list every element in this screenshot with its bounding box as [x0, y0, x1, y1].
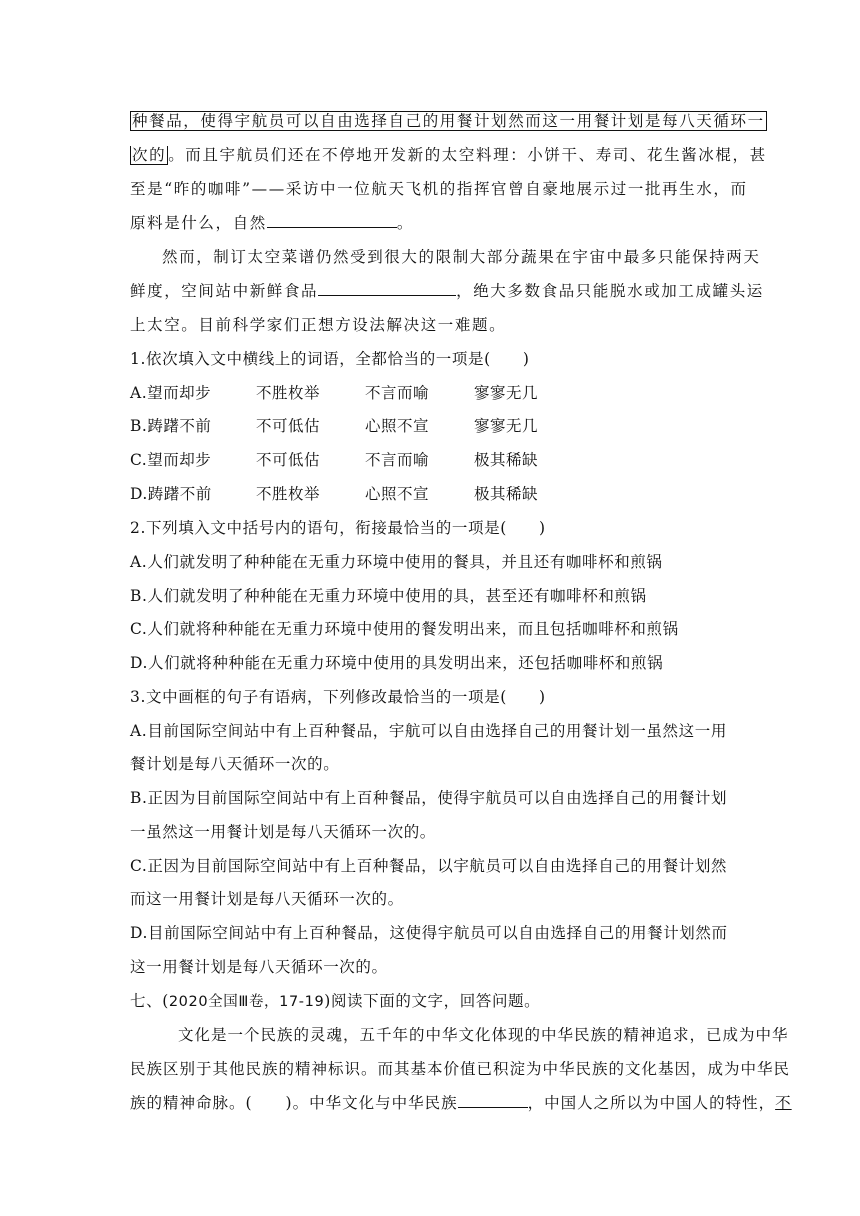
- option-word: 不言而喻: [365, 451, 430, 469]
- section-heading-suffix: )阅读下面的文字，回答问题。: [324, 992, 541, 1010]
- option-text: C.正因为目前国际空间站中有上百种餐品，以宇航员可以自由选择自己的用餐计划然: [130, 857, 728, 875]
- question-stem: 1.依次填入文中横线上的词语，全都恰当的一项是( ): [130, 350, 530, 368]
- option-label: C.望而却步: [130, 451, 212, 469]
- option-word: 心照不宣: [365, 485, 430, 503]
- option-text: C.人们就将种种能在无重力环境中使用的餐发明出来，而且包括咖啡杯和煎锅: [130, 620, 679, 638]
- passage-text: 。: [396, 214, 414, 232]
- option-label: A.望而却步: [130, 384, 212, 402]
- option-text: A.目前国际空间站中有上百种餐品，宇航可以自由选择自己的用餐计划一虽然这一用: [130, 722, 727, 740]
- option-text: D.目前国际空间站中有上百种餐品，这使得宇航员可以自由选择自己的用餐计划然而: [130, 924, 728, 942]
- passage-line: [130, 110, 767, 132]
- option-text: B.人们就发明了种种能在无重力环境中使用的具，甚至还有咖啡杯和煎锅: [130, 587, 647, 605]
- passage-line: [130, 212, 414, 234]
- option-word: 不可低估: [256, 451, 321, 469]
- question-stem: 3.文中画框的句子有语病，下列修改最恰当的一项是( ): [130, 688, 546, 706]
- option-label: D.踌躇不前: [130, 485, 212, 503]
- boxed-sentence: 种餐品，使得宇航员可以自由选择自己的用餐计划然而这一用餐计划是每八天循环一: [132, 112, 765, 130]
- section-heading-prefix: 七、(: [130, 992, 169, 1010]
- option-text: B.正因为目前国际空间站中有上百种餐品，使得宇航员可以自由选择自己的用餐计划: [130, 789, 728, 807]
- passage-line: [130, 280, 764, 302]
- question-stem: 2.下列填入文中括号内的语句，衔接最恰当的一项是( ): [130, 519, 546, 537]
- option-word: 不胜枚举: [256, 485, 321, 503]
- option-word: 寥寥无几: [474, 384, 539, 402]
- fill-blank: [318, 281, 456, 296]
- passage-line: 上太空。目前科学家们正想方设法解决这一难题。: [130, 316, 507, 334]
- section-source: 2020全国Ⅲ卷，17-19: [168, 994, 325, 1010]
- option-text: 餐计划是每八天循环一次的。: [130, 755, 340, 773]
- fill-blank: [458, 1093, 528, 1108]
- option-word: 极其稀缺: [474, 485, 539, 503]
- option-word: 寥寥无几: [474, 417, 539, 435]
- passage-text: 。而且宇航员们还在不停地开发新的太空料理：小饼干、寿司、花生酱冰棍，甚: [168, 146, 767, 164]
- passage-line: [130, 1092, 792, 1114]
- passage-text: ，中国人之所以为中国人的特性，: [527, 1094, 776, 1112]
- passage-line: 文化是一个民族的灵魂，五千年的中华文化体现的中华民族的精神追求，已成为中华: [178, 1026, 789, 1044]
- option-text: A.人们就发明了种种能在无重力环境中使用的餐具，并且还有咖啡杯和煎锅: [130, 553, 663, 571]
- option-word: 不可低估: [256, 417, 321, 435]
- passage-text: 原料是什么，自然: [130, 214, 267, 232]
- option-word: 心照不宣: [365, 417, 430, 435]
- passage-line: 然而，制订太空菜谱仍然受到很大的限制大部分蔬果在宇宙中最多只能保持两天: [162, 248, 761, 266]
- option-word: 不言而喻: [365, 384, 430, 402]
- option-text: 一虽然这一用餐计划是每八天循环一次的。: [130, 823, 436, 841]
- passage-line: 民族区别于其他民族的精神标识。而其基本价值已积淀为中华民族的文化基因，成为中华民: [130, 1060, 791, 1078]
- option-text: 这一用餐计划是每八天循环一次的。: [130, 958, 388, 976]
- passage-text: 鲜度，空间站中新鲜食品: [130, 282, 319, 300]
- option-text: D.人们就将种种能在无重力环境中使用的具发明出来，还包括咖啡杯和煎锅: [130, 654, 664, 672]
- underlined-text: 不: [775, 1094, 792, 1112]
- option-word: 极其稀缺: [474, 451, 539, 469]
- passage-line: 至是“昨的咖啡”——采访中一位航天飞机的指挥官曾自豪地展示过一批再生水，而: [130, 180, 748, 198]
- option-word: 不胜枚举: [256, 384, 321, 402]
- option-label: B.踌躇不前: [130, 417, 212, 435]
- fill-blank: [267, 213, 397, 228]
- passage-line: [130, 144, 767, 166]
- section-heading: [130, 990, 540, 1013]
- passage-text: ，绝大多数食品只能脱水或加工成罐头运: [456, 282, 764, 300]
- passage-text: 族的精神命脉。( )。中华文化与中华民族: [130, 1094, 458, 1112]
- boxed-sentence-tail: 次的: [132, 146, 167, 164]
- option-text: 而这一用餐计划是每八天循环一次的。: [130, 890, 404, 908]
